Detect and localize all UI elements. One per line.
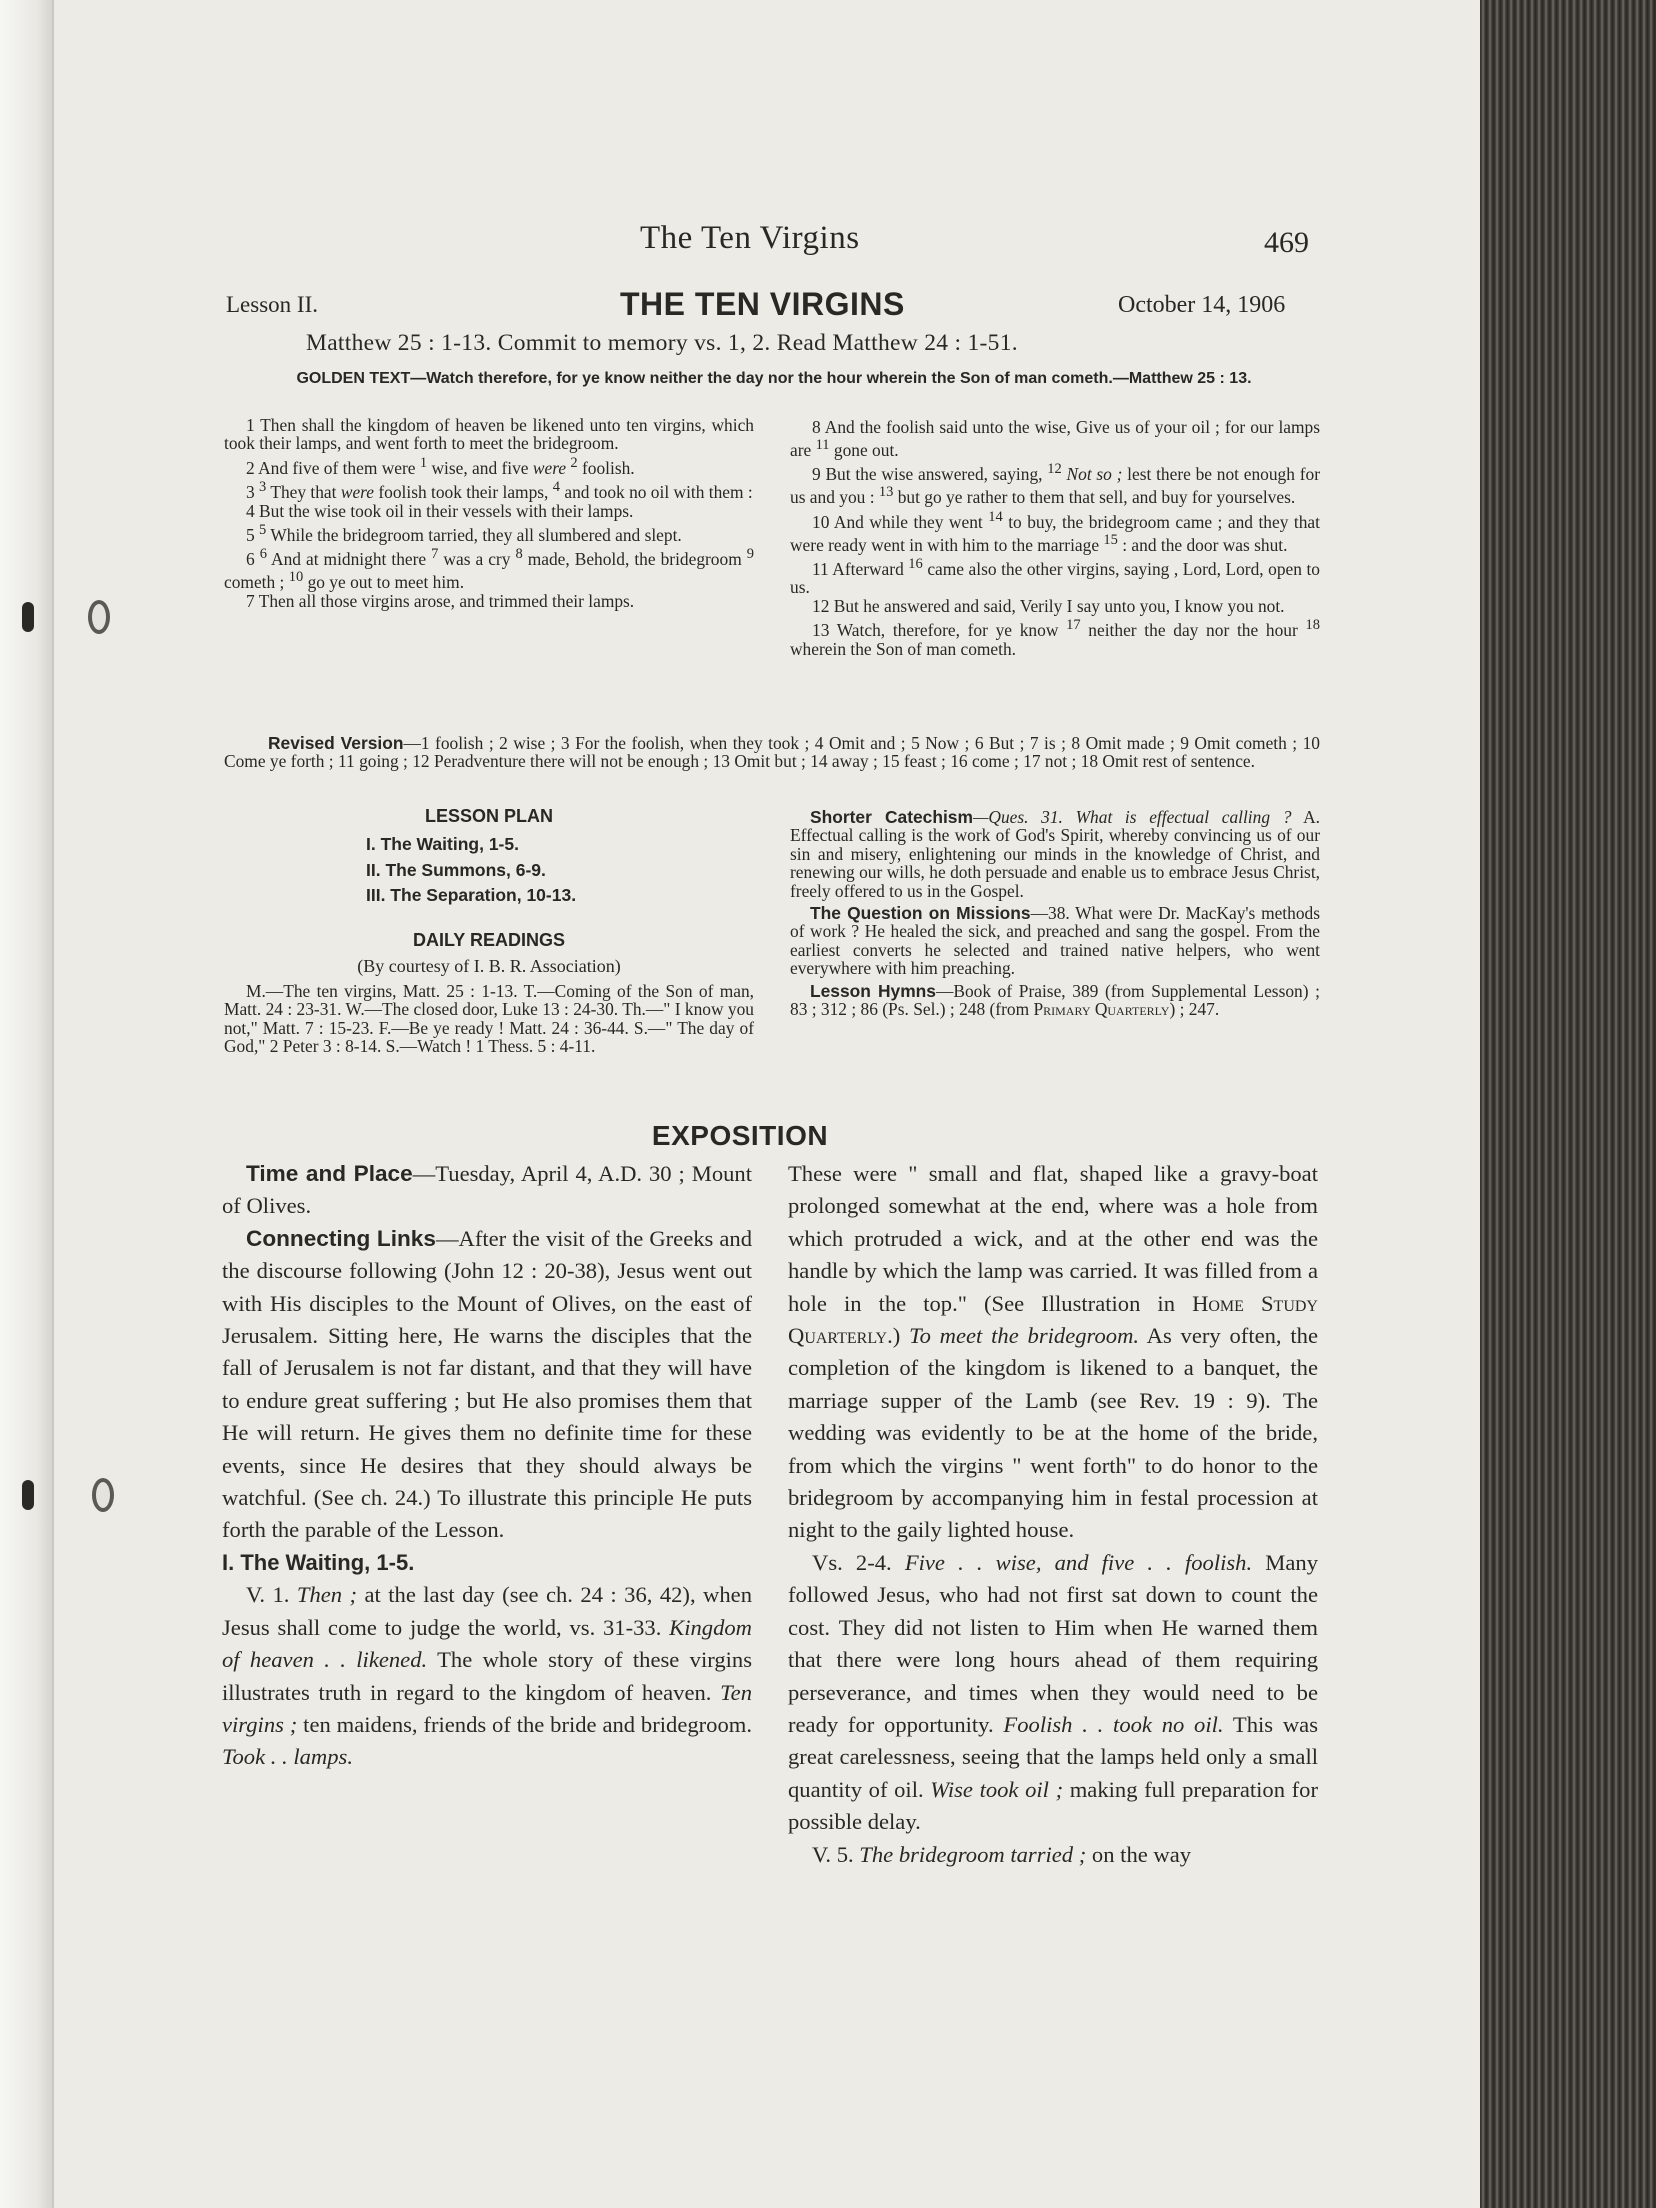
binding-hole-lower	[22, 1480, 34, 1510]
lesson-plan-item: III. The Separation, 10-13.	[366, 885, 577, 905]
verse-3: 3 $^3$ They that were foolish took their lamps, $^4$ and took no oil with them :	[246, 478, 753, 502]
verse-7: 7 Then all those virgins arose, and trimmed their lamps.	[246, 591, 635, 612]
lesson-hymns: Lesson Hymns—Book of Praise, 389 (from Supplemental Lesson) ; 83 ; 312 ; 86 (Ps. Sel.) ; 248 (from Primary Quarterly) ; 247.	[790, 980, 1320, 1020]
lesson-plan-heading: LESSON PLAN	[424, 806, 553, 826]
verse-13: 13 Watch, therefore, for ye know $^{17}$ neither the day nor the hour $^{18}$ wherein the Son of man cometh.	[790, 617, 1320, 659]
verse-2: 2 And five of them were $^1$ wise, and five were $^2$ foolish.	[246, 454, 635, 478]
exposition-column-right	[788, 1158, 1318, 1871]
verse-4: 4 But the wise took oil in their vessels with their lamps.	[246, 500, 634, 521]
scripture-reference: Matthew 25 : 1-13. Commit to memory vs. 1, 2. Read Matthew 24 : 1-51.	[306, 330, 1018, 356]
revised-version-notes	[224, 734, 1320, 771]
verse-12: 12 But he answered and said, Verily I say unto you, I know you not.	[812, 596, 1285, 617]
running-title: The Ten Virgins	[640, 220, 860, 256]
daily-readings-courtesy: (By courtesy of I. B. R. Association)	[357, 956, 621, 976]
verse-11: 11 Afterward $^{16}$ came also the other virgins, saying , Lord, Lord, open to us.	[790, 555, 1320, 597]
lesson-plan-list	[366, 832, 576, 909]
revised-version-text: —1 foolish ; 2 wise ; 3 For the foolish, when they took ; 4 Omit and ; 5 Now ; 6 But ; 7 is ; 8 Omit made ; 9 Omit cometh ; 10 Come ye forth ; 11 going ; 12 Peradventure there will not be enough ; 13 Omit but ; 14 away ; 15 feast ; 16 come ; 17 not ; 18 Omit rest of sentence.	[224, 733, 1320, 772]
verse-10: 10 And while they went $^{14}$ to buy, the bridegroom came ; and they that were ready went in with him to the marriage $^{15}$ : and the door was shut.	[790, 508, 1320, 555]
verse-8: 8 And the foolish said unto the wise, Give us of your oil ; for our lamps are $^{11}$ gone out.	[790, 417, 1320, 461]
verse-1-commentary-start: V. 1. Then ; at the last day (see ch. 24 : 36, 42), when Jesus shall come to judge the world, vs. 31-33. Kingdom of heaven . . likened. The whole story of these virgins illustrates truth in regard to the kingdom of heaven. Ten virgins ; ten maidens, friends of the bride and bridegroom. Took . . lamps.	[222, 1582, 753, 1770]
missions-question: The Question on Missions—38. What were Dr. MacKay's methods of work ? He healed the sick, and preached and sang the gospel. From the earliest converts he selected and trained native helpers, who went everywhere with him preaching.	[790, 903, 1320, 979]
binding-ring-upper	[88, 600, 110, 634]
binding-hole-upper	[22, 602, 34, 632]
verses-2-4-commentary: Vs. 2-4. Five . . wise, and five . . foolish. Many followed Jesus, who had not first sat down to count the cost. They did not listen to Him when He warned them that there were long hours ahead of them requiring perseverance, and times when they would need to be ready for opportunity. Foolish . . took no oil. This was great carelessness, seeing that the lamps held only a small quantity of oil. Wise took oil ; making full preparation for possible delay.	[788, 1549, 1318, 1835]
lesson-date: October 14, 1906	[1118, 292, 1286, 318]
side-notes	[790, 808, 1320, 1022]
verse-1: 1 Then shall the kingdom of heaven be likened unto ten virgins, which took their lamps, and went forth to meet the bridegroom.	[224, 415, 754, 454]
verse-1-commentary-cont: These were " small and flat, shaped like a gravy-boat prolonged somewhat at the end, where was a hole from which protruded a wick, and at the other end was the handle by which the lamp was carried. It was filled from a hole in the top." (See Illustration in Home Study Quarterly.) To meet the bridegroom. As very often, the completion of the kingdom is likened to a banquet, the marriage supper of the Lamb (see Rev. 19 : 9). The wedding was evidently to be at the home of the bride, from which the virgins " went forth" to do honor to the bridegroom by accompanying him in festal procession at night to the gaily lighted house.	[788, 1161, 1318, 1543]
section-heading-waiting: I. The Waiting, 1-5.	[222, 1549, 415, 1575]
exposition-column-left	[222, 1158, 752, 1774]
daily-readings-text: M.—The ten virgins, Matt. 25 : 1-13. T.—Coming of the Son of man, Matt. 24 : 23-31. W.—The closed door, Luke 13 : 24-30. Th.—" I know you not," Matt. 7 : 15-23. F.—Be ye ready ! Matt. 24 : 36-44. S.—" The day of God," 2 Peter 3 : 8-14. S.—Watch ! 1 Thess. 5 : 4-11.	[224, 981, 754, 1057]
connecting-links: Connecting Links—After the visit of the Greeks and the discourse following (John 12 : 20-38), Jesus went out with His disciples to the Mount of Olives, on the east of Jerusalem. Sitting here, He warns the disciples that the fall of Jerusalem is not far distant, and that they will have to endure great suffering ; but He also promises them that He will return. He gives them no definite time for these events, since He desires that they should always be watchful. (See ch. 24.) To illustrate this principle He puts forth the parable of the Lesson.	[222, 1225, 752, 1543]
lesson-title: THE TEN VIRGINS	[620, 286, 905, 322]
scripture-verses-right	[790, 418, 1320, 659]
exposition-heading: EXPOSITION	[651, 1120, 829, 1151]
page-number: 469	[1264, 226, 1309, 259]
revised-version-label: Revised Version	[268, 733, 404, 753]
time-and-place: Time and Place—Tuesday, April 4, A.D. 30 ; Mount of Olives.	[222, 1161, 752, 1219]
verse-9: 9 But the wise answered, saying, $^{12}$ Not so ; lest there be not enough for us and you : $^{13}$ but go ye rather to them that sell, and buy for yourselves.	[790, 461, 1320, 508]
binding-ring-lower	[92, 1478, 114, 1512]
lesson-number: Lesson II.	[226, 292, 318, 317]
lesson-plan-item: I. The Waiting, 1-5.	[366, 834, 519, 854]
verse-5: 5 $^5$ While the bridegroom tarried, they all slumbered and slept.	[246, 522, 682, 545]
shorter-catechism: Shorter Catechism—Ques. 31. What is effectual calling ? A. Effectual calling is the work of God's Spirit, whereby convincing us of our sin and misery, enlightening our minds in the knowledge of Christ, and renewing our wills, he doth persuade and enable us to embrace Jesus Christ, freely offered to us in the Gospel.	[790, 807, 1320, 901]
daily-readings-heading: DAILY READINGS	[412, 930, 566, 950]
scripture-verses-left	[224, 416, 754, 612]
page-edges	[1480, 0, 1656, 2208]
verse-5-commentary: V. 5. The bridegroom tarried ; on the way	[812, 1841, 1192, 1867]
golden-text: GOLDEN TEXT—Watch therefore, for ye know neither the day nor the hour wherein the Son of man cometh.—Matthew 25 : 13.	[296, 370, 1252, 387]
lesson-plan-item: II. The Summons, 6-9.	[366, 859, 546, 880]
page-gutter	[0, 0, 54, 2208]
verse-6: 6 $^6$ And at midnight there $^7$ was a cry $^8$ made, Behold, the bridegroom $^9$ cometh ; $^{10}$ go ye out to meet him.	[224, 546, 754, 593]
